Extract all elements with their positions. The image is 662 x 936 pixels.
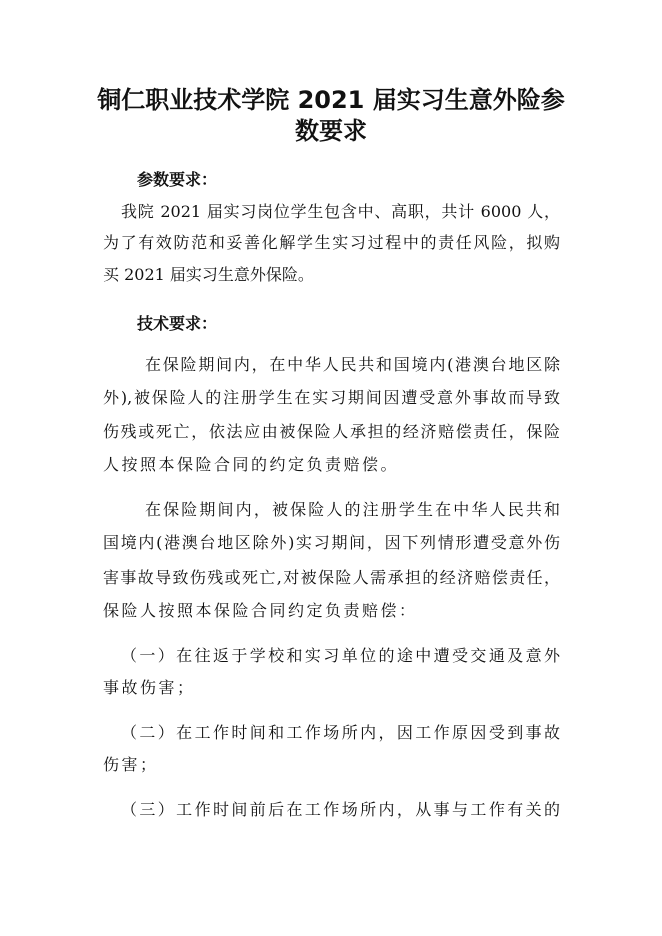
section-heading-tech: 技术要求： xyxy=(137,314,218,333)
text-line: 我院 2021 届实习岗位学生包含中、高职，共计 6000 人， xyxy=(121,202,560,221)
list-item-2: （二）在工作时间和工作场所内，因工作原因受到事故 xyxy=(121,723,560,742)
text-line: 外),被保险人的注册学生在实习期间因遭受意外事故而导致 xyxy=(103,388,560,407)
text-line: 国境内(港澳台地区除外)实习期间，因下列情形遭受意外伤 xyxy=(103,533,560,552)
text-line: 伤害； xyxy=(103,755,159,774)
text-line: 人按照本保险合同的约定负责赔偿。 xyxy=(103,455,400,474)
section-heading-params: 参数要求： xyxy=(137,170,218,189)
text-line: 事故伤害； xyxy=(103,678,196,697)
text-line: 买 2021 届实习生意外保险。 xyxy=(103,265,314,284)
text-line: 在保险期间内，在中华人民共和国境内(港澳台地区除 xyxy=(145,355,560,374)
list-item-1: （一）在往返于学校和实习单位的途中遭受交通及意外 xyxy=(121,646,560,665)
text-line: 为了有效防范和妥善化解学生实习过程中的责任风险，拟购 xyxy=(103,233,560,252)
text-line: 保险人按照本保险合同约定负责赔偿： xyxy=(103,601,418,620)
document-title-line-2: 数要求 xyxy=(295,117,367,145)
text-line: 伤残或死亡，依法应由被保险人承担的经济赔偿责任，保险 xyxy=(103,422,560,441)
text-line: 在保险期间内，被保险人的注册学生在中华人民共和 xyxy=(145,500,560,519)
document-title-line-1: 铜仁职业技术学院 2021 届实习生意外险参 xyxy=(97,86,565,114)
text-line: 害事故导致伤残或死亡,对被保险人需承担的经济赔偿责任， xyxy=(103,568,560,587)
list-item-3: （三）工作时间前后在工作场所内，从事与工作有关的 xyxy=(121,800,560,819)
